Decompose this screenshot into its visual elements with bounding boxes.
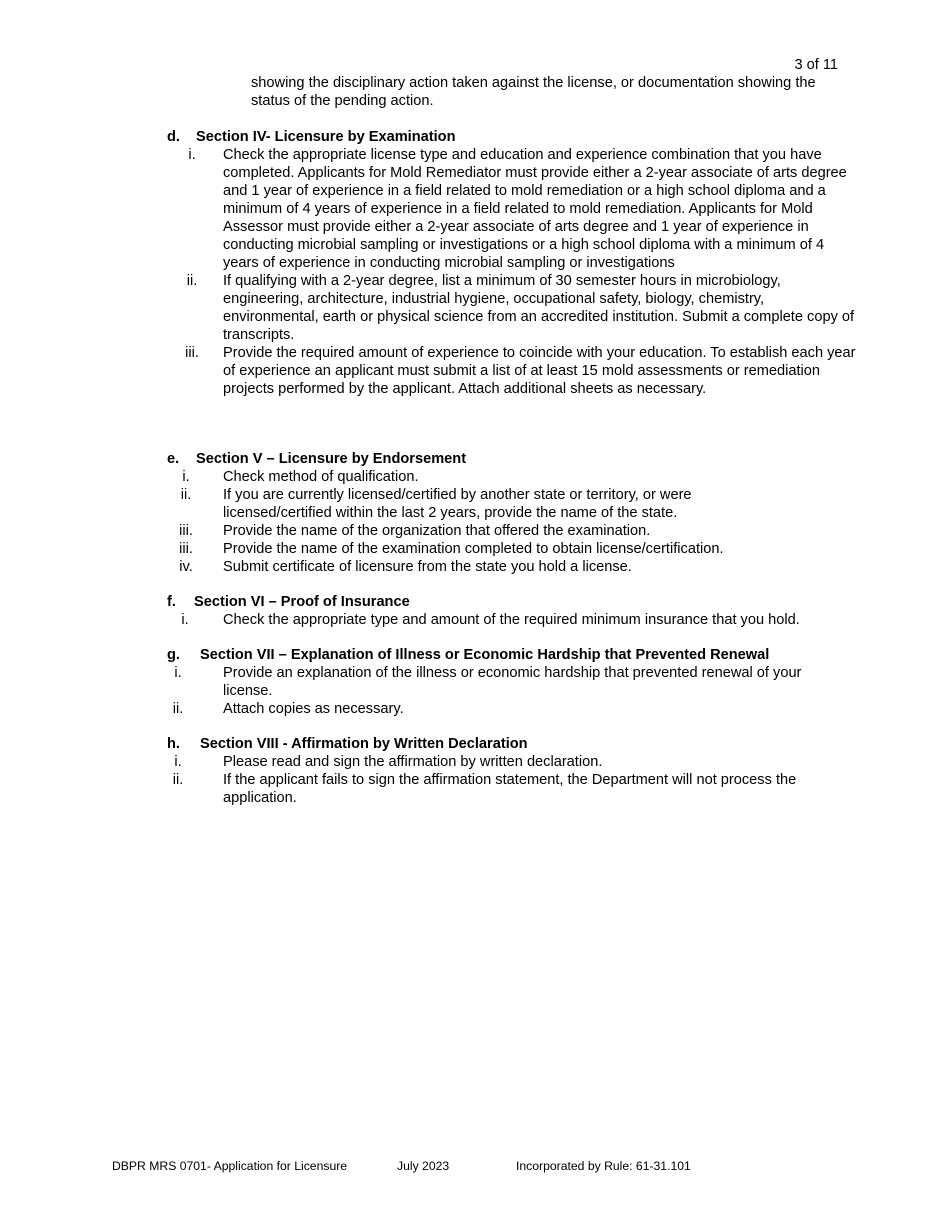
section-letter: d. (167, 129, 180, 145)
item-text: If qualifying with a 2-year degree, list a minimum of 30 semester hours in microbiology, engineering, architecture, industrial hygiene, occupational safety, biology, chemistry, environmental, earth or physical science from an accredited institution. Submit a complete copy of transcripts. (223, 273, 855, 343)
list-item (167, 272, 857, 344)
item-number: i. (182, 469, 190, 485)
item-text: Check the appropriate type and amount of the required minimum insurance that you hold. (223, 612, 800, 628)
list-item (167, 344, 857, 398)
section-letter: f. (167, 594, 176, 610)
item-number: iii. (185, 345, 199, 361)
section-title: Section VIII - Affirmation by Written Declaration (200, 736, 528, 752)
list-item (167, 664, 857, 700)
list-item (167, 146, 857, 272)
item-number: iii. (179, 523, 193, 539)
item-number: i. (174, 665, 182, 681)
item-number: i. (174, 754, 182, 770)
item-text: If the applicant fails to sign the affirmation statement, the Department will not process the application. (223, 772, 797, 806)
list-item (167, 700, 857, 718)
list-item (167, 753, 857, 771)
item-number: ii. (172, 701, 184, 717)
footer-form-name: DBPR MRS 0701- Application for Licensure (112, 1159, 348, 1173)
item-number: iii. (179, 541, 193, 557)
item-number: i. (188, 147, 196, 163)
page-number: 3 of 11 (794, 57, 838, 73)
item-text: Check the appropriate license type and education and experience combination that you have completed. Applicants for Mold Remediator must provide either a 2-year associate of arts degree and 1 year of experience in a field related to mold remediation or a high school diploma and a minimum of 4 years of experience in a field related to mold remediation. Applicants for Mold Assessor must provide either a 2-year associate of arts degree and 1 year of experience in conducting microbial sampling or investigations or a high school diploma with a minimum of 4 years of experience in conducting microbial sampling or investigations (223, 147, 847, 271)
footer-date: July 2023 (397, 1159, 450, 1173)
list-item (167, 558, 857, 576)
section-viii-affirmation (167, 735, 857, 807)
section-title: Section VII – Explanation of Illness or Economic Hardship that Prevented Renewal (200, 647, 770, 663)
section-letter: g. (167, 647, 180, 663)
item-text: Submit certificate of licensure from the state you hold a license. (223, 559, 632, 575)
section-heading (167, 735, 857, 753)
list-item (167, 522, 857, 540)
item-number: ii. (180, 487, 192, 503)
list-item (167, 486, 857, 522)
list-item (167, 468, 857, 486)
item-text: Attach copies as necessary. (223, 701, 404, 717)
item-text: Check method of qualification. (223, 469, 419, 485)
item-text: Provide an explanation of the illness or economic hardship that prevented renewal of your license. (223, 665, 802, 699)
footer-rule: Incorporated by Rule: 61-31.101 (516, 1159, 691, 1173)
section-title: Section V – Licensure by Endorsement (196, 451, 467, 467)
section-iv-examination (167, 128, 857, 398)
item-text: Provide the name of the examination completed to obtain license/certification. (223, 541, 724, 557)
continuation-text: showing the disciplinary action taken against the license, or documentation showing the status of the pending action. (251, 75, 816, 109)
section-v-endorsement (167, 450, 857, 576)
list-item (167, 611, 857, 629)
section-letter: e. (167, 451, 180, 467)
item-text: Provide the name of the organization that offered the examination. (223, 523, 651, 539)
item-number: i. (181, 612, 189, 628)
item-number: ii. (186, 273, 198, 289)
section-heading (167, 593, 857, 611)
section-title: Section VI – Proof of Insurance (194, 594, 410, 610)
item-text: Please read and sign the affirmation by written declaration. (223, 754, 603, 770)
section-letter: h. (167, 736, 180, 752)
item-number: ii. (172, 772, 184, 788)
section-heading (167, 646, 857, 664)
section-heading (167, 128, 857, 146)
section-title: Section IV- Licensure by Examination (196, 129, 456, 145)
section-vi-insurance (167, 593, 857, 629)
item-text: If you are currently licensed/certified by another state or territory, or were licensed/certified within the last 2 years, provide the name of the state. (223, 487, 692, 521)
section-vii-hardship (167, 646, 857, 718)
item-number: iv. (179, 559, 193, 575)
item-text: Provide the required amount of experience to coincide with your education. To establish each year of experience an applicant must submit a list of at least 15 mold assessments or remediation projects performed by the applicant. Attach additional sheets as necessary. (223, 345, 856, 397)
list-item (167, 771, 857, 807)
list-item (167, 540, 857, 558)
section-heading (167, 450, 857, 468)
